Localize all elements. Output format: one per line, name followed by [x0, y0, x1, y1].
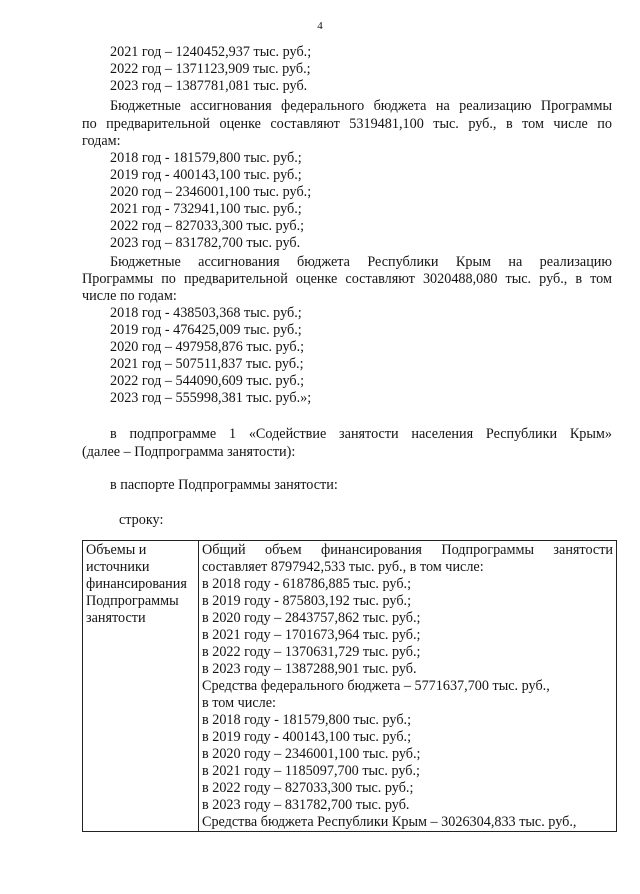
text-line: 2023 год – 1387781,081 тыс. руб.	[110, 78, 308, 94]
text-line: 2021 год – 507511,837 тыс. руб.;	[110, 356, 304, 372]
text-line: 2022 год – 544090,609 тыс. руб.;	[110, 373, 305, 389]
cell-line: в 2018 году - 181579,800 тыс. руб.;	[202, 712, 412, 728]
text-line: 2018 год - 438503,368 тыс. руб.;	[110, 305, 302, 321]
cell-line: Средства бюджета Республики Крым – 3026304,833 тыс. руб.,	[202, 814, 577, 830]
paragraph-line: годам:	[82, 133, 121, 149]
text-line: 2021 год – 1240452,937 тыс. руб.;	[110, 44, 312, 60]
text-line: 2019 год - 476425,009 тыс. руб.;	[110, 322, 302, 338]
cell-line: Объемы и	[86, 542, 147, 558]
cell-line: в 2023 году – 831782,700 тыс. руб.	[202, 797, 410, 813]
cell-line: в 2022 году – 827033,300 тыс. руб.;	[202, 780, 414, 796]
cell-line: составляет 8797942,533 тыс. руб., в том числе:	[202, 559, 484, 575]
paragraph-line: по предварительной оценке составляют 5319481,100 тыс. руб., в том числе по	[82, 116, 612, 132]
cell-line: в 2020 году – 2346001,100 тыс. руб.;	[202, 746, 421, 762]
table-cell-label	[83, 541, 199, 832]
text-line: 2021 год - 732941,100 тыс. руб.;	[110, 201, 302, 217]
text-line: 2023 год – 831782,700 тыс. руб.	[110, 235, 301, 251]
text-line: 2020 год – 497958,876 тыс. руб.;	[110, 339, 305, 355]
cell-line: в 2023 году – 1387288,901 тыс. руб.	[202, 661, 417, 677]
cell-line: в 2020 году – 2843757,862 тыс. руб.;	[202, 610, 421, 626]
paragraph-line: числе по годам:	[82, 288, 177, 304]
cell-line: занятости	[86, 610, 146, 626]
text-line: 2020 год – 2346001,100 тыс. руб.;	[110, 184, 312, 200]
page-number: 4	[317, 20, 323, 32]
cell-line: в 2021 году – 1701673,964 тыс. руб.;	[202, 627, 421, 643]
text-line: 2023 год – 555998,381 тыс. руб.»;	[110, 390, 312, 406]
cell-line: Средства федерального бюджета – 5771637,700 тыс. руб.,	[202, 678, 550, 694]
text-line: 2022 год – 1371123,909 тыс. руб.;	[110, 61, 311, 77]
cell-line: Общий объем финансирования Подпрограммы занятости	[202, 542, 613, 558]
text-line: 2019 год - 400143,100 тыс. руб.;	[110, 167, 302, 183]
financing-table	[82, 540, 617, 832]
text-line: 2022 год – 827033,300 тыс. руб.;	[110, 218, 305, 234]
cell-line: в 2021 году – 1185097,700 тыс. руб.;	[202, 763, 420, 779]
cell-line: в 2019 году - 875803,192 тыс. руб.;	[202, 593, 412, 609]
cell-line: Подпрограммы	[86, 593, 179, 609]
subprogram-line: (далее – Подпрограмма занятости):	[82, 444, 296, 460]
text-line: 2018 год - 181579,800 тыс. руб.;	[110, 150, 302, 166]
cell-line: в том числе:	[202, 695, 276, 711]
paragraph-line: Программы по предварительной оценке составляют 3020488,080 тыс. руб., в том	[82, 271, 612, 287]
table-row	[83, 541, 617, 832]
cell-line: в 2018 году - 618786,885 тыс. руб.;	[202, 576, 412, 592]
cell-line: финансирования	[86, 576, 187, 592]
table-cell-value	[199, 541, 617, 832]
row-line: строку:	[119, 512, 164, 528]
subprogram-line: в подпрограмме 1 «Содействие занятости населения Республики Крым»	[110, 426, 612, 442]
cell-line: источники	[86, 559, 150, 575]
paragraph-line: Бюджетные ассигнования бюджета Республики Крым на реализацию	[110, 254, 612, 270]
passport-line: в паспорте Подпрограммы занятости:	[110, 477, 338, 493]
paragraph-line: Бюджетные ассигнования федерального бюджета на реализацию Программы	[110, 98, 612, 114]
cell-line: в 2019 году - 400143,100 тыс. руб.;	[202, 729, 412, 745]
cell-line: в 2022 году – 1370631,729 тыс. руб.;	[202, 644, 421, 660]
